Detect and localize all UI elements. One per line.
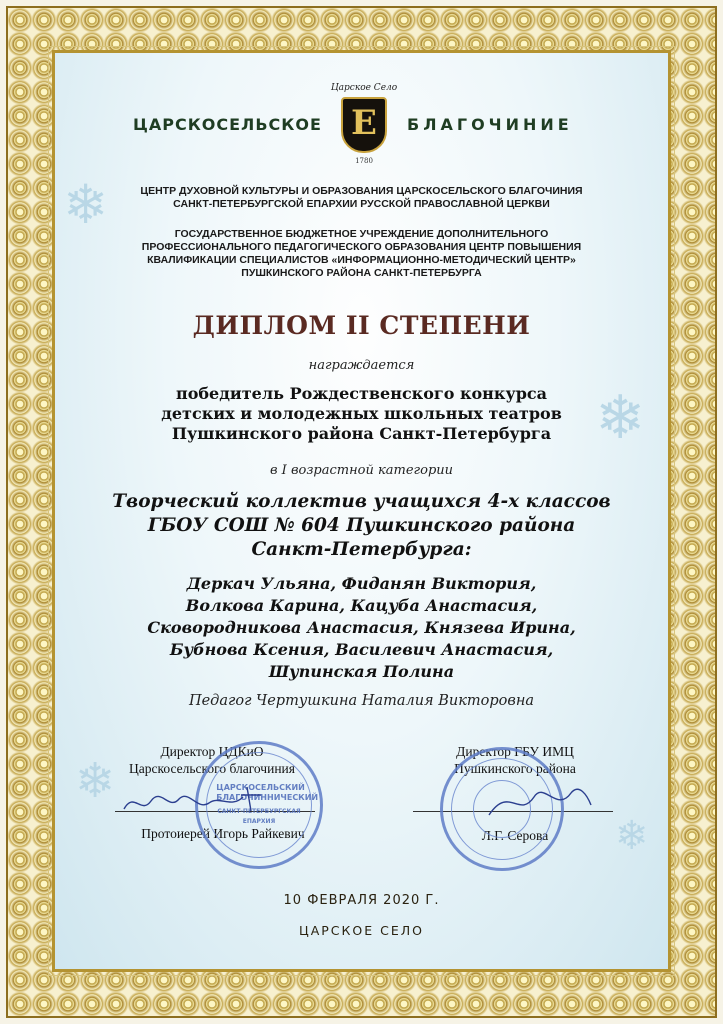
org-line-6: ПУШКИНСКОГО РАЙОНА САНКТ-ПЕТЕРБУРГА: [241, 267, 482, 279]
member-line: Сковородникова Анастасия, Князева Ирина,: [147, 618, 576, 637]
category-label: в I возрастной категории: [269, 463, 454, 478]
right-signer-title-1: Директор ГБУ ИМЦ: [456, 744, 574, 759]
org-line-4: ПРОФЕССИОНАЛЬНОГО ПЕДАГОГИЧЕСКОГО ОБРАЗОВАНИЯ ЦЕНТР ПОВЫШЕНИЯ: [141, 241, 582, 253]
header-left-word: ЦАРСКОСЕЛЬСКОЕ: [133, 115, 322, 134]
crest-letter: Е: [351, 103, 377, 143]
right-handwritten-signature: [479, 775, 599, 825]
snowflake-icon: ❄: [595, 383, 646, 453]
left-signer-title-1: Директор ЦДКиО: [160, 744, 264, 759]
team-line-1: Творческий коллектив учащихся 4-х классов: [112, 491, 611, 512]
issue-place: ЦАРСКОЕ СЕЛО: [299, 923, 424, 938]
member-line: Шупинская Полина: [268, 662, 455, 681]
stamp-text: ЦАРСКОСЕЛЬСКИЙ БЛАГОЧИННИЧЕСКИЙ САНКТ-ПЕТЕРБУРГСКАЯ ЕПАРХИЯ: [216, 783, 319, 825]
team-line-2: ГБОУ СОШ № 604 Пушкинского района: [147, 515, 576, 536]
right-signer-name: Л.Г. Серова: [481, 828, 549, 843]
winner-line-2: детских и молодежных школьных театров: [161, 404, 562, 423]
snowflake-icon: ❄: [63, 173, 109, 236]
diploma-title: ДИПЛОМ II СТЕПЕНИ: [192, 311, 531, 340]
org-line-1: ЦЕНТР ДУХОВНОЙ КУЛЬТУРЫ И ОБРАЗОВАНИЯ ЦАРСКОСЕЛЬСКОГО БЛАГОЧИНИЯ: [140, 185, 583, 197]
crest-emblem: [341, 97, 387, 153]
issue-date: 10 ФЕВРАЛЯ 2020 Г.: [283, 893, 440, 908]
left-signer-name: Протоиерей Игорь Райкевич: [141, 826, 305, 841]
diploma-sheet: [52, 50, 671, 972]
team-line-3: Санкт-Петербурга:: [251, 539, 472, 560]
member-line: Волкова Карина, Кацуба Анастасия,: [185, 596, 538, 615]
snowflake-icon: ❄: [615, 813, 649, 859]
left-signer-title-2: Царскосельского благочиния: [129, 761, 295, 776]
right-signer-title-2: Пушкинского района: [454, 761, 576, 776]
org-line-2: САНКТ-ПЕТЕРБУРГСКОЙ ЕПАРХИИ РУССКОЙ ПРАВОСЛАВНОЙ ЦЕРКВИ: [173, 198, 550, 210]
member-line: Бубнова Ксения, Василевич Анастасия,: [169, 640, 554, 659]
crest-year: 1780: [355, 157, 373, 165]
org-line-5: КВАЛИФИКАЦИИ СПЕЦИАЛИСТОВ «ИНФОРМАЦИОННО-МЕТОДИЧЕСКИЙ ЦЕНТР»: [147, 254, 576, 266]
awarded-label: награждается: [308, 358, 415, 373]
winner-line-3: Пушкинского района Санкт-Петербурга: [171, 424, 552, 443]
left-handwritten-signature: [119, 781, 279, 821]
winner-line-1: победитель Рождественского конкурса: [176, 384, 547, 403]
header-right-word: БЛАГОЧИНИЕ: [407, 115, 573, 134]
member-line: Деркач Ульяна, Фиданян Виктория,: [186, 574, 537, 593]
city-script-label: Царское Село: [330, 83, 398, 93]
snowflake-icon: ❄: [75, 753, 116, 809]
org-line-3: ГОСУДАРСТВЕННОЕ БЮДЖЕТНОЕ УЧРЕЖДЕНИЕ ДОПОЛНИТЕЛЬНОГО: [174, 228, 549, 240]
teacher-name: Педагог Чертушкина Наталия Викторовна: [188, 693, 535, 709]
